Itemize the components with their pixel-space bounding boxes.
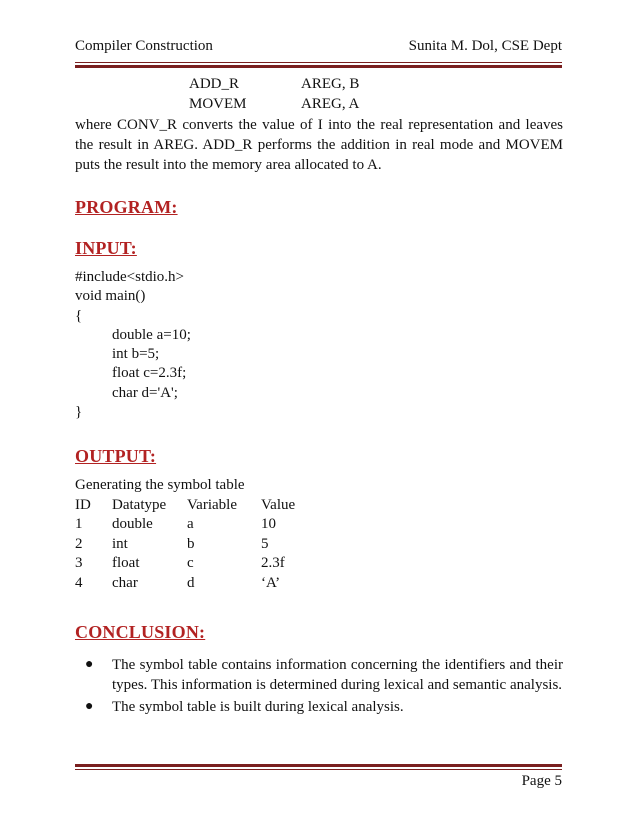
heading-conclusion: CONCLUSION: [75,622,206,642]
cell-variable: a [187,516,194,533]
code-line: double a=10; [112,326,191,343]
page-header [75,38,562,55]
heading-input: INPUT: [75,238,137,258]
cell-variable: d [187,574,195,591]
cell-datatype: char [112,574,138,591]
table-row [75,515,341,535]
cell-value: 10 [261,516,276,533]
heading-output: OUTPUT: [75,446,157,466]
cell-id: 2 [75,535,83,552]
asm-opcode: ADD_R [189,76,240,92]
output-block [75,476,341,594]
code-line: { [75,307,83,324]
header-course-title: Compiler Construction [75,38,213,54]
column-header: Variable [187,496,237,513]
table-row [75,535,341,555]
cell-id: 4 [75,574,83,591]
output-caption: Generating the symbol table [75,477,245,493]
cell-value: ‘A’ [261,574,281,591]
code-line: } [75,404,83,421]
table-row [75,554,341,574]
asm-operands: AREG, A [301,96,360,112]
code-line: #include<stdio.h> [75,269,184,285]
asm-opcode: MOVEM [189,96,247,112]
code-block [75,268,191,422]
header-author: Sunita M. Dol, CSE Dept [408,38,562,54]
table-row [75,574,341,594]
code-line: float c=2.3f; [112,365,187,382]
header-rule [75,60,562,68]
asm-line [189,96,359,113]
cell-datatype: int [112,535,128,552]
conclusion-list [75,655,563,717]
cell-value: 2.3f [261,555,285,572]
list-item [75,697,563,717]
code-line: int b=5; [112,346,160,363]
column-header: Value [261,496,296,513]
asm-operands: AREG, B [301,76,360,92]
page-number: Page 5 [521,773,562,789]
code-line: void main() [75,288,146,305]
column-header: ID [75,496,91,513]
list-item-text: The symbol table is built during lexical analysis. [112,699,404,715]
cell-id: 3 [75,555,83,572]
heading-program: PROGRAM: [75,197,178,217]
explanation-paragraph: where CONV_R converts the value of I into the real representation and leaves the result in AREG. ADD_R performs the addition in real mode and MOVEM puts the result into the memory area allocated to A. [75,117,563,173]
asm-line [189,76,359,93]
code-line: char d='A'; [112,384,178,401]
list-item-text: The symbol table contains information concerning the identifiers and their types. This information is determined during lexical and semantic analysis. [112,657,563,693]
column-header: Datatype [112,496,167,513]
cell-value: 5 [261,535,269,552]
bullet-icon: ● [85,699,94,714]
cell-datatype: float [112,555,140,572]
bullet-icon: ● [85,657,94,672]
cell-variable: b [187,535,195,552]
footer-rule [75,764,562,770]
table-header-row [75,496,341,516]
cell-id: 1 [75,516,83,533]
list-item [75,655,563,695]
cell-datatype: double [112,516,153,533]
cell-variable: c [187,555,194,572]
